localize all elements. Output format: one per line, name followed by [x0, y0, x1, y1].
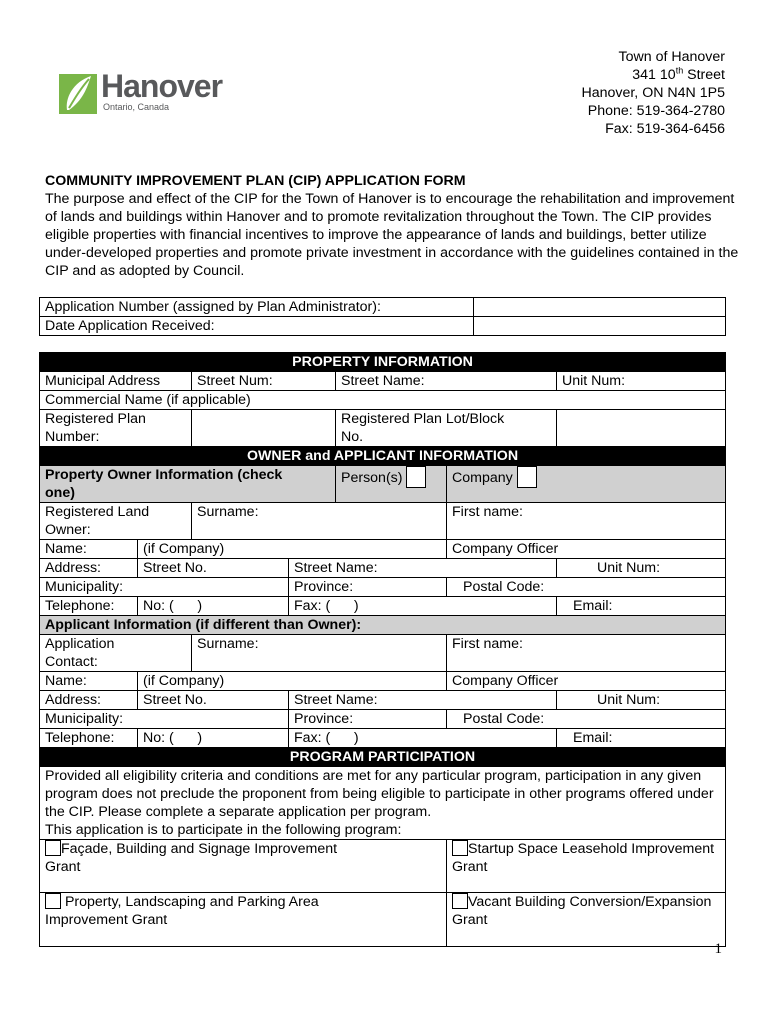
owner-municipality-field[interactable]: Municipality: — [40, 578, 289, 597]
owner-email-field[interactable]: Email: — [557, 597, 726, 616]
program-option-startup[interactable]: Startup Space Leasehold Improvement Grant — [447, 840, 726, 893]
owner-info-label: Property Owner Information (check one) — [40, 466, 336, 503]
street-num-field[interactable]: Street Num: — [192, 372, 336, 391]
person-option[interactable] — [336, 466, 447, 503]
form-title: COMMUNITY IMPROVEMENT PLAN (CIP) APPLICATION FORM — [45, 173, 466, 189]
town-address — [581, 48, 725, 138]
applicant-firstname-field[interactable]: First name: — [447, 635, 726, 672]
date-received-label: Date Application Received: — [40, 317, 474, 336]
application-number-field[interactable] — [474, 298, 726, 317]
program-participation-heading: PROGRAM PARTICIPATION — [40, 748, 726, 767]
applicant-surname-field[interactable]: Surname: — [192, 635, 447, 672]
program-option-property[interactable]: Property, Landscaping and Parking Area Improvement Grant — [40, 893, 447, 947]
phone-line: Phone: 519-364-2780 — [587, 103, 725, 119]
owner-unit-num-field[interactable]: Unit Num: — [557, 559, 726, 578]
applicant-municipality-field[interactable]: Municipality: — [40, 710, 289, 729]
owner-street-name-field[interactable]: Street Name: — [289, 559, 557, 578]
owner-telephone-label: Telephone: — [40, 597, 138, 616]
applicant-street-no-field[interactable]: Street No. — [138, 691, 289, 710]
program-option-vacant[interactable]: Vacant Building Conversion/Expansion Grant — [447, 893, 726, 947]
owner-firstname-field[interactable]: First name: — [447, 503, 726, 540]
applicant-telephone-label: Telephone: — [40, 729, 138, 748]
owner-applicant-heading: OWNER and APPLICANT INFORMATION — [40, 447, 726, 466]
program-option-facade[interactable]: Façade, Building and Signage Improvement Grant — [40, 840, 447, 893]
vacant-checkbox[interactable] — [452, 893, 468, 909]
company-option[interactable] — [447, 466, 726, 503]
street-name-field[interactable]: Street Name: — [336, 372, 557, 391]
program-description: Provided all eligibility criteria and conditions are met for any particular program, participation in any given program does not preclude the proponent from being eligible to participate in other programs offered under the CIP. Please complete a separate application per program. This application is to participate in the following program: — [40, 767, 726, 840]
org-name: Town of Hanover — [618, 49, 725, 65]
applicant-company-officer-field[interactable]: Company Officer — [447, 672, 726, 691]
owner-postal-code-field[interactable]: Postal Code: — [447, 578, 726, 597]
startup-checkbox[interactable] — [452, 840, 468, 856]
application-number-label: Application Number (assigned by Plan Administrator): — [40, 298, 474, 317]
unit-num-field[interactable]: Unit Num: — [557, 372, 726, 391]
applicant-info-heading: Applicant Information (if different than Owner): — [40, 616, 726, 635]
applicant-address-label: Address: — [40, 691, 138, 710]
program-instruction: This application is to participate in the following program: — [45, 822, 402, 838]
fax-line: Fax: 519-364-6456 — [605, 121, 725, 137]
owner-phone-field[interactable]: No: ( ) — [138, 597, 289, 616]
owner-fax-field[interactable]: Fax: ( ) — [289, 597, 557, 616]
applicant-fax-field[interactable]: Fax: ( ) — [289, 729, 557, 748]
applicant-phone-field[interactable]: No: ( ) — [138, 729, 289, 748]
applicant-unit-num-field[interactable]: Unit Num: — [557, 691, 726, 710]
logo-subtitle: Ontario, Canada — [103, 102, 170, 112]
municipal-address-label: Municipal Address — [40, 372, 192, 391]
applicant-postal-code-field[interactable]: Postal Code: — [447, 710, 726, 729]
logo-wordmark: Hanover — [101, 68, 223, 104]
property-info-heading: PROPERTY INFORMATION — [40, 353, 726, 372]
owner-company-name-field[interactable]: (if Company) — [138, 540, 447, 559]
registered-owner-label: Registered Land Owner: — [40, 503, 192, 540]
facade-checkbox[interactable] — [45, 840, 61, 856]
owner-name-label: Name: — [40, 540, 138, 559]
city-line: Hanover, ON N4N 1P5 — [581, 85, 725, 101]
property-checkbox[interactable] — [45, 893, 61, 909]
intro-paragraph: The purpose and effect of the CIP for the Town of Hanover is to encourage the rehabilitation and improvement of lands and buildings within Hanover and to promote revitalization throughout the Town. The CIP provides eligible properties with financial incentives to improve the appearance of lands and buildings, better utilize under-developed properties and promote private investment in accordance with the guidelines contained in the CIP and as adopted by Council. — [45, 191, 739, 279]
company-label: Company — [452, 470, 513, 486]
registered-plan-field[interactable] — [192, 410, 336, 447]
applicant-email-field[interactable]: Email: — [557, 729, 726, 748]
owner-address-label: Address: — [40, 559, 138, 578]
lot-block-field[interactable] — [557, 410, 726, 447]
registered-plan-label: Registered Plan Number: — [40, 410, 192, 447]
owner-street-no-field[interactable]: Street No. — [138, 559, 289, 578]
applicant-company-name-field[interactable]: (if Company) — [138, 672, 447, 691]
intro-section — [45, 172, 745, 280]
person-checkbox[interactable] — [406, 466, 426, 488]
owner-surname-field[interactable]: Surname: — [192, 503, 447, 540]
applicant-province-field[interactable]: Province: — [289, 710, 447, 729]
owner-province-field[interactable]: Province: — [289, 578, 447, 597]
hanover-logo — [57, 70, 237, 118]
company-checkbox[interactable] — [517, 466, 537, 488]
street-address: 341 10th Street — [632, 65, 725, 83]
applicant-contact-label: Application Contact: — [40, 635, 192, 672]
admin-table — [39, 297, 726, 336]
date-received-field[interactable] — [474, 317, 726, 336]
applicant-street-name-field[interactable]: Street Name: — [289, 691, 557, 710]
page-number: 1 — [714, 941, 722, 957]
lot-block-label: Registered Plan Lot/Block No. — [336, 410, 557, 447]
owner-company-officer-field[interactable]: Company Officer — [447, 540, 726, 559]
applicant-name-label: Name: — [40, 672, 138, 691]
person-label: Person(s) — [341, 470, 403, 486]
main-form-table — [39, 352, 726, 947]
commercial-name-field[interactable]: Commercial Name (if applicable) — [40, 391, 726, 410]
